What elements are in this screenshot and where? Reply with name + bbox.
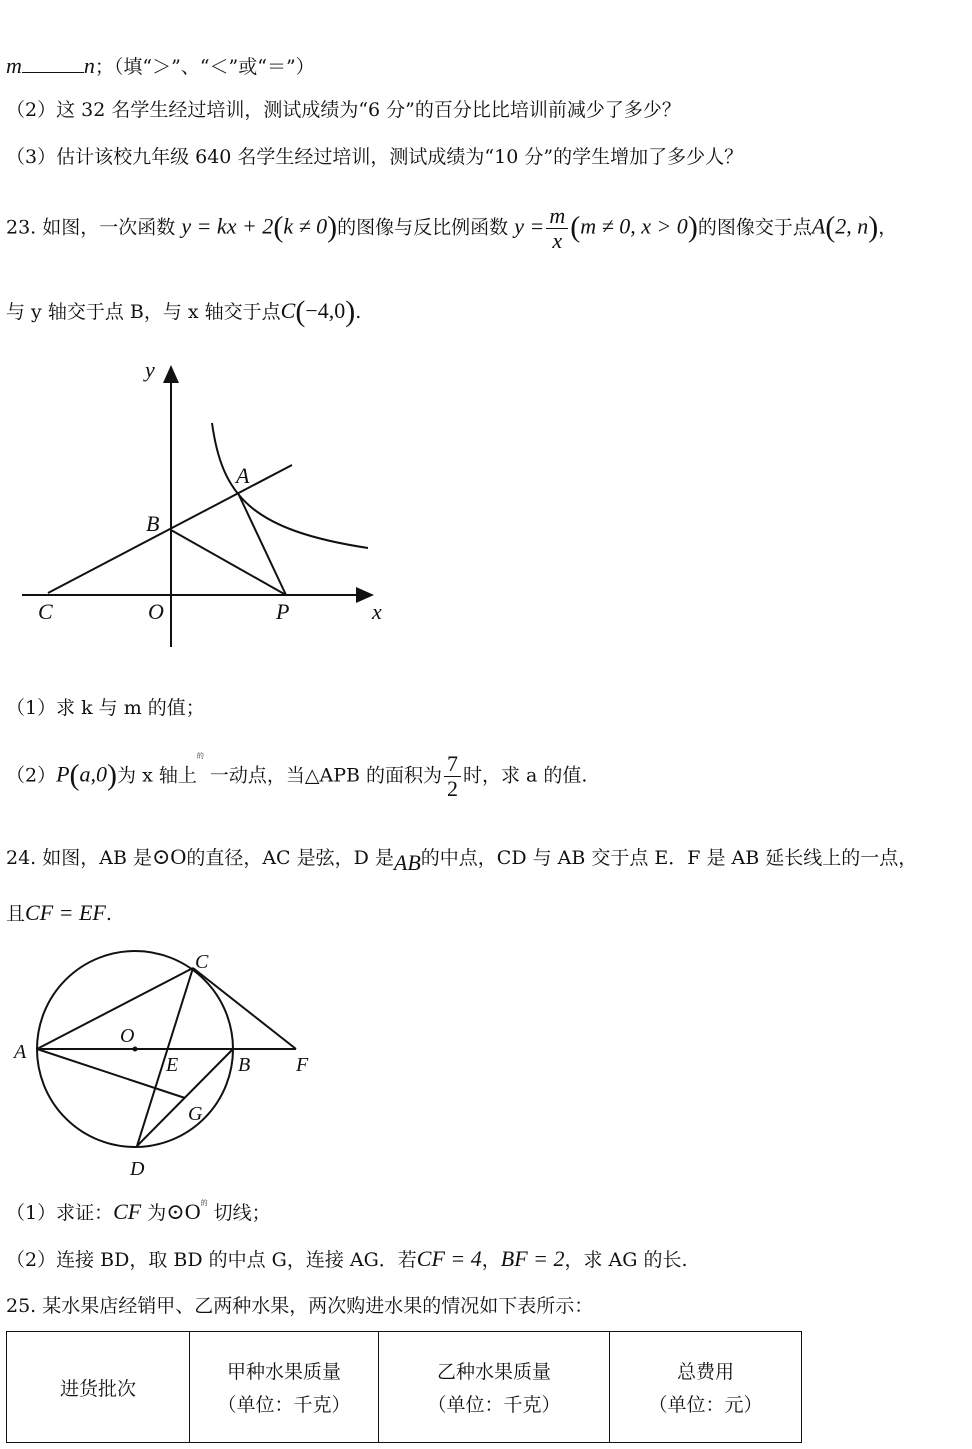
label-C: C: [38, 599, 53, 624]
header-fruit-b-unit: （单位：千克）: [427, 1394, 561, 1416]
point-A: A: [811, 213, 826, 239]
var-n: n: [83, 53, 95, 78]
label-x: x: [372, 599, 382, 624]
q22-part2: （2）这 32 名学生经过培训，测试成绩为“6 分”的百分比比培训前减少了多少？: [6, 99, 681, 121]
m-condition: m ≠ 0, x > 0: [580, 213, 688, 239]
sub2-text1: 为 x 轴上: [117, 764, 197, 787]
center-dot: [133, 1047, 138, 1052]
q22-part3: （3）估计该校九年级 640 名学生经过培训，测试成绩为“10 分”的学生增加了多少人？: [6, 146, 744, 168]
sub2-text1: （2）连接 BD，取 BD 的中点 G，连接 AG．若: [6, 1249, 417, 1271]
equation-cf-ef: CF = EF: [25, 900, 106, 925]
q23-text2: 的图像与反比例函数: [337, 216, 509, 239]
purchase-table: [6, 1331, 802, 1443]
label-A: A: [236, 463, 250, 488]
q23-sub2: （2）P(a,0)为 x 轴上$^的$ 一动点，当△APB 的面积为 $\frac{7}{2}$ 时，求 a 的值.: [6, 751, 588, 802]
q23-stem-line2: 与 y 轴交于点 B，与 x 轴交于点C(−4,0).: [6, 295, 362, 328]
q24-text3: 的中点，CD 与 AB 交于点 E．F 是 AB 延长线上的一点，: [420, 847, 918, 869]
chord-AC: [37, 968, 193, 1049]
fraction-m-over-x: $\frac{m}{x}$: [546, 204, 568, 253]
sub1-text2: 为: [147, 1202, 167, 1224]
q24-text4: 且: [6, 903, 26, 925]
header-total-cost: [610, 1332, 802, 1443]
comma: ，: [878, 216, 898, 239]
point-C-coords: −4,0: [305, 298, 346, 323]
header-fruit-a-title: 甲种水果质量: [226, 1361, 341, 1383]
q24-stem-line1: [6, 844, 918, 875]
q24-sub2: [6, 1246, 688, 1272]
label-E: E: [166, 1054, 179, 1076]
circle-O-symbol: ⊙O: [151, 844, 187, 869]
period: .: [105, 903, 112, 925]
fill-instruction: ；（填“＞”、“＜”或“＝”）: [94, 56, 315, 78]
answer-blank[interactable]: [22, 56, 84, 73]
header-fruit-a-unit: （单位：千克）: [217, 1394, 351, 1416]
circle-O-symbol: ⊙O: [166, 1199, 201, 1224]
small-char: 的: [200, 1199, 208, 1207]
q24-stem-line2: [6, 900, 112, 926]
comma: ，: [481, 1249, 501, 1271]
label-B: B: [238, 1054, 251, 1076]
label-P: P: [276, 599, 290, 624]
segment-AP: [238, 493, 286, 595]
q23-intro: 23. 如图，一次函数: [6, 216, 176, 239]
equation-cf: CF = 4: [416, 1246, 482, 1271]
segment-AG: [37, 1049, 185, 1098]
point-P-coords: a,0: [79, 761, 108, 787]
sub1-text1: （1）求证：: [6, 1202, 114, 1224]
label-A: A: [14, 1041, 27, 1063]
label-F: F: [296, 1054, 309, 1076]
q24-intro: 24. 如图，AB 是: [6, 847, 152, 869]
sub1-text3: 切线；: [213, 1202, 271, 1224]
var-m: m: [6, 53, 22, 78]
label-O: O: [120, 1025, 135, 1047]
point-P: P: [56, 761, 70, 787]
q24-sub1: [6, 1199, 271, 1225]
q23-text3: 的图像交于点: [697, 216, 812, 239]
header-total-unit: （单位：元）: [648, 1394, 763, 1416]
q24-text2: 的直径，AC 是弦，D 是: [186, 847, 394, 869]
header-fruit-b: [379, 1332, 610, 1443]
q23-sub1: （1）求 k 与 m 的值；: [6, 697, 205, 719]
sub2-text3: 时，求 a 的值.: [463, 764, 588, 787]
q23-figure: [0, 355, 420, 660]
equation-bf: BF = 2: [500, 1246, 565, 1271]
q22-fill-line: [6, 53, 315, 79]
linear-function: y = kx + 2: [181, 213, 274, 239]
header-fruit-b-title: 乙种水果质量: [436, 1361, 551, 1383]
q24-figure: [0, 946, 330, 1186]
header-fruit-a: [190, 1332, 379, 1443]
q23-stem-line1: 23. 如图，一次函数 y = kx + 2(k ≠ 0)的图像与反比例函数 y = $\frac{m}{x}$ (m ≠ 0, x > 0)的图像交于点A(2, n)，: [6, 203, 898, 254]
label-G: G: [188, 1103, 203, 1125]
arc-AB: AB: [393, 850, 421, 875]
point-A-coords: 2, n: [835, 213, 869, 239]
period: .: [355, 301, 362, 323]
sub2-number: （2）: [6, 764, 57, 787]
fraction-7-over-2: $\frac{7}{2}$: [444, 752, 461, 801]
label-O: O: [148, 599, 164, 624]
segment-BP: [171, 530, 286, 595]
label-C: C: [195, 951, 209, 973]
header-total-title: 总费用: [676, 1361, 734, 1383]
point-C: C: [280, 298, 296, 323]
segment-CF: [193, 968, 296, 1049]
label-B: B: [146, 511, 160, 536]
k-condition: k ≠ 0: [283, 213, 328, 239]
header-batch: 进货批次: [7, 1332, 190, 1443]
q23-text5: 与 y 轴交于点 B，与 x 轴交于点: [6, 301, 281, 323]
label-y: y: [145, 357, 155, 382]
q25-title: 25. 某水果店经销甲、乙两种水果，两次购进水果的情况如下表所示：: [6, 1295, 594, 1317]
inverse-function-lhs: y =: [514, 213, 545, 239]
chord-CD: [137, 968, 193, 1146]
segment-cf: CF: [113, 1199, 142, 1224]
table-header-row: [7, 1332, 802, 1443]
small-char: 的: [196, 752, 204, 760]
sub2-text2: ，求 AG 的长.: [564, 1249, 688, 1271]
sub2-text2: 一动点，当△APB 的面积为: [209, 764, 443, 787]
label-D: D: [130, 1158, 145, 1180]
